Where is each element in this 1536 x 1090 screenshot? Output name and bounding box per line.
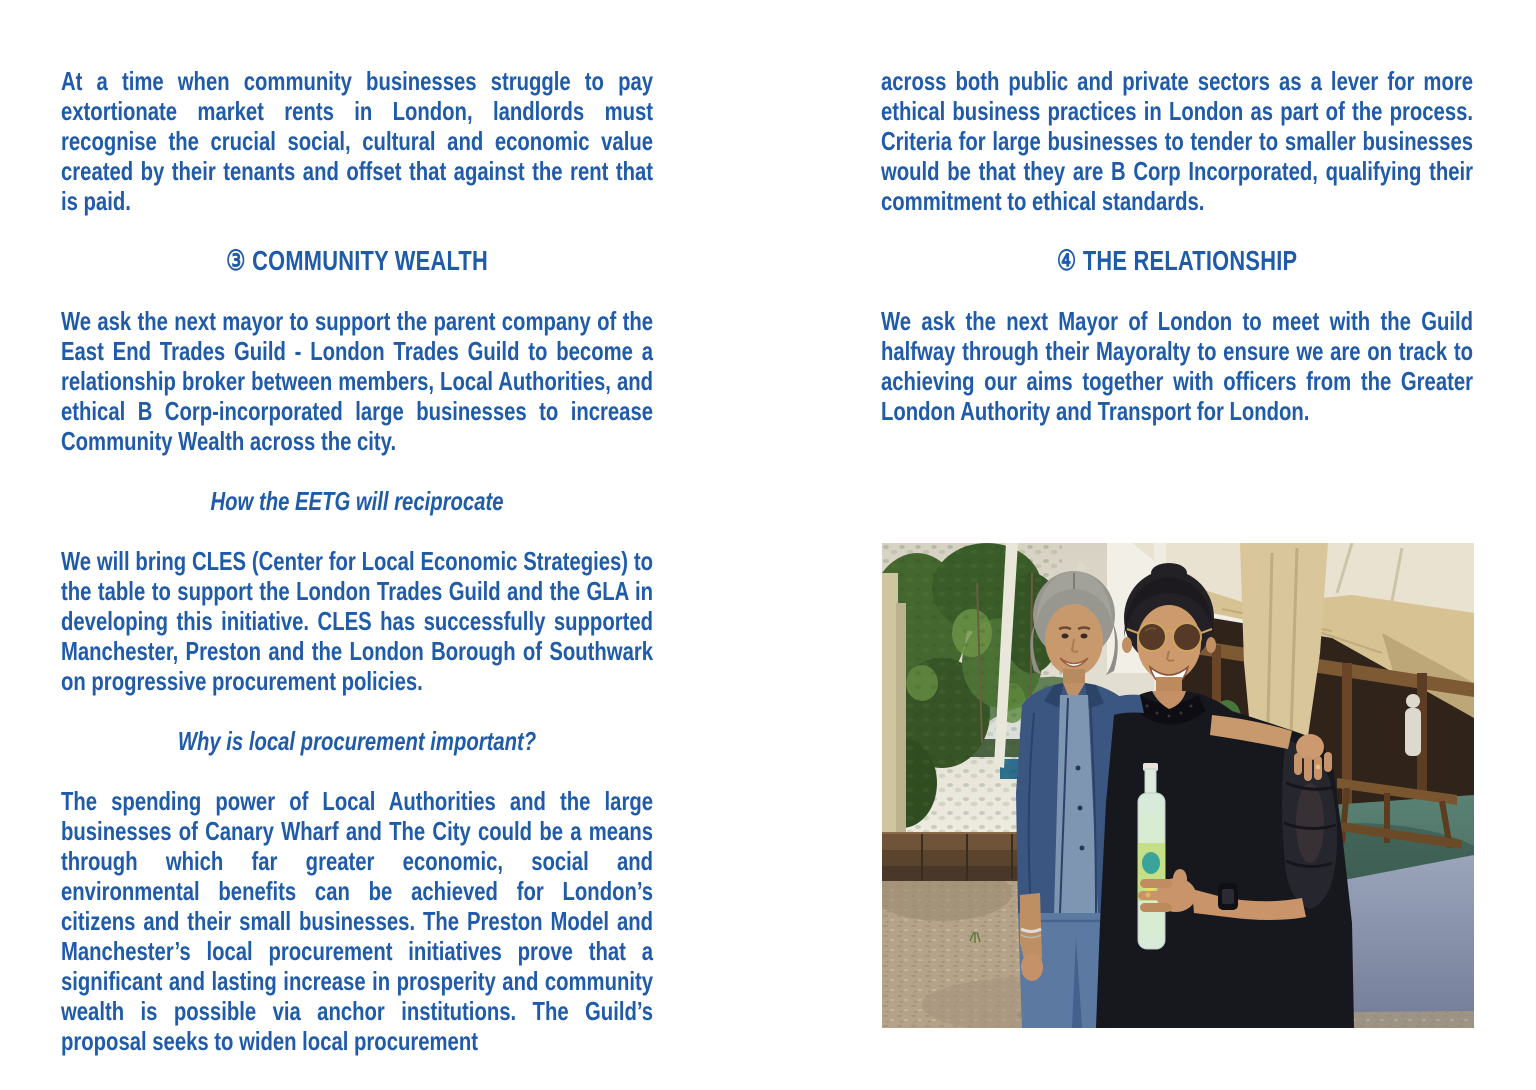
- paragraph-sectors: across both public and private sectors as a lever for more ethical business practices in London as part of the process. Criteria for large businesses to tender to smaller businesses would be that they are B Corp Incorporated, qualifying their commitment to ethical standards.: [881, 66, 1474, 216]
- paragraph-cles: We will bring CLES (Center for Local Economic Strategies) to the table to support the London Trades Guild and the GLA in developing this initiative. CLES has successfully supported Manchester, Preston and the London Borough of Southwark on progressive procurement policies.: [61, 546, 654, 696]
- paragraph-parent-company: We ask the next mayor to support the parent company of the East End Trades Guild - London Trades Guild to become a relationship broker between members, Local Authorities, and ethical B Corp-incorporated large businesses to increase Community Wealth across the city.: [61, 306, 654, 456]
- section-heading-relationship: ④ THE RELATIONSHIP: [1056, 245, 1298, 276]
- subheading-local-procurement: Why is local procurement important?: [177, 726, 537, 756]
- smartwatch: [1218, 883, 1238, 910]
- garden-photo-illustration: [882, 543, 1474, 1028]
- left-text-block: [61, 66, 653, 1056]
- right-text-block: [881, 66, 1473, 426]
- right-page-column: [881, 66, 1473, 456]
- left-page-column: [61, 66, 653, 1086]
- white-figure: [1405, 708, 1421, 756]
- garden-photo: [882, 543, 1474, 1028]
- subheading-eetg-reciprocate: How the EETG will reciprocate: [210, 486, 504, 516]
- section-heading-community-wealth: ③ COMMUNITY WEALTH: [226, 245, 489, 276]
- paragraph-spending-power: The spending power of Local Authorities and the large businesses of Canary Wharf and The City could be a means through which far greater economic, social and environmental benefits can be achieved for London’s citizens and their small businesses. The Preston Model and Manchester’s local procurement initiatives prove that a significant and lasting increase in prosperity and community wealth is possible via anchor institutions. The Guild’s proposal seeks to widen local procurement: [61, 786, 654, 1056]
- ring: [1316, 765, 1321, 770]
- paragraph-mayor-meeting: We ask the next Mayor of London to meet with the Guild halfway through their Mayoralty to ensure we are on track to achieving our aims together with officers from the Greater London Authority and Transport for London.: [881, 306, 1474, 426]
- paragraph-rents: At a time when community businesses struggle to pay extortionate market rents in London, landlords must recognise the crucial social, cultural and economic value created by their tenants and offset that against the rent that is paid.: [61, 66, 654, 216]
- gold-ring: [1146, 893, 1151, 898]
